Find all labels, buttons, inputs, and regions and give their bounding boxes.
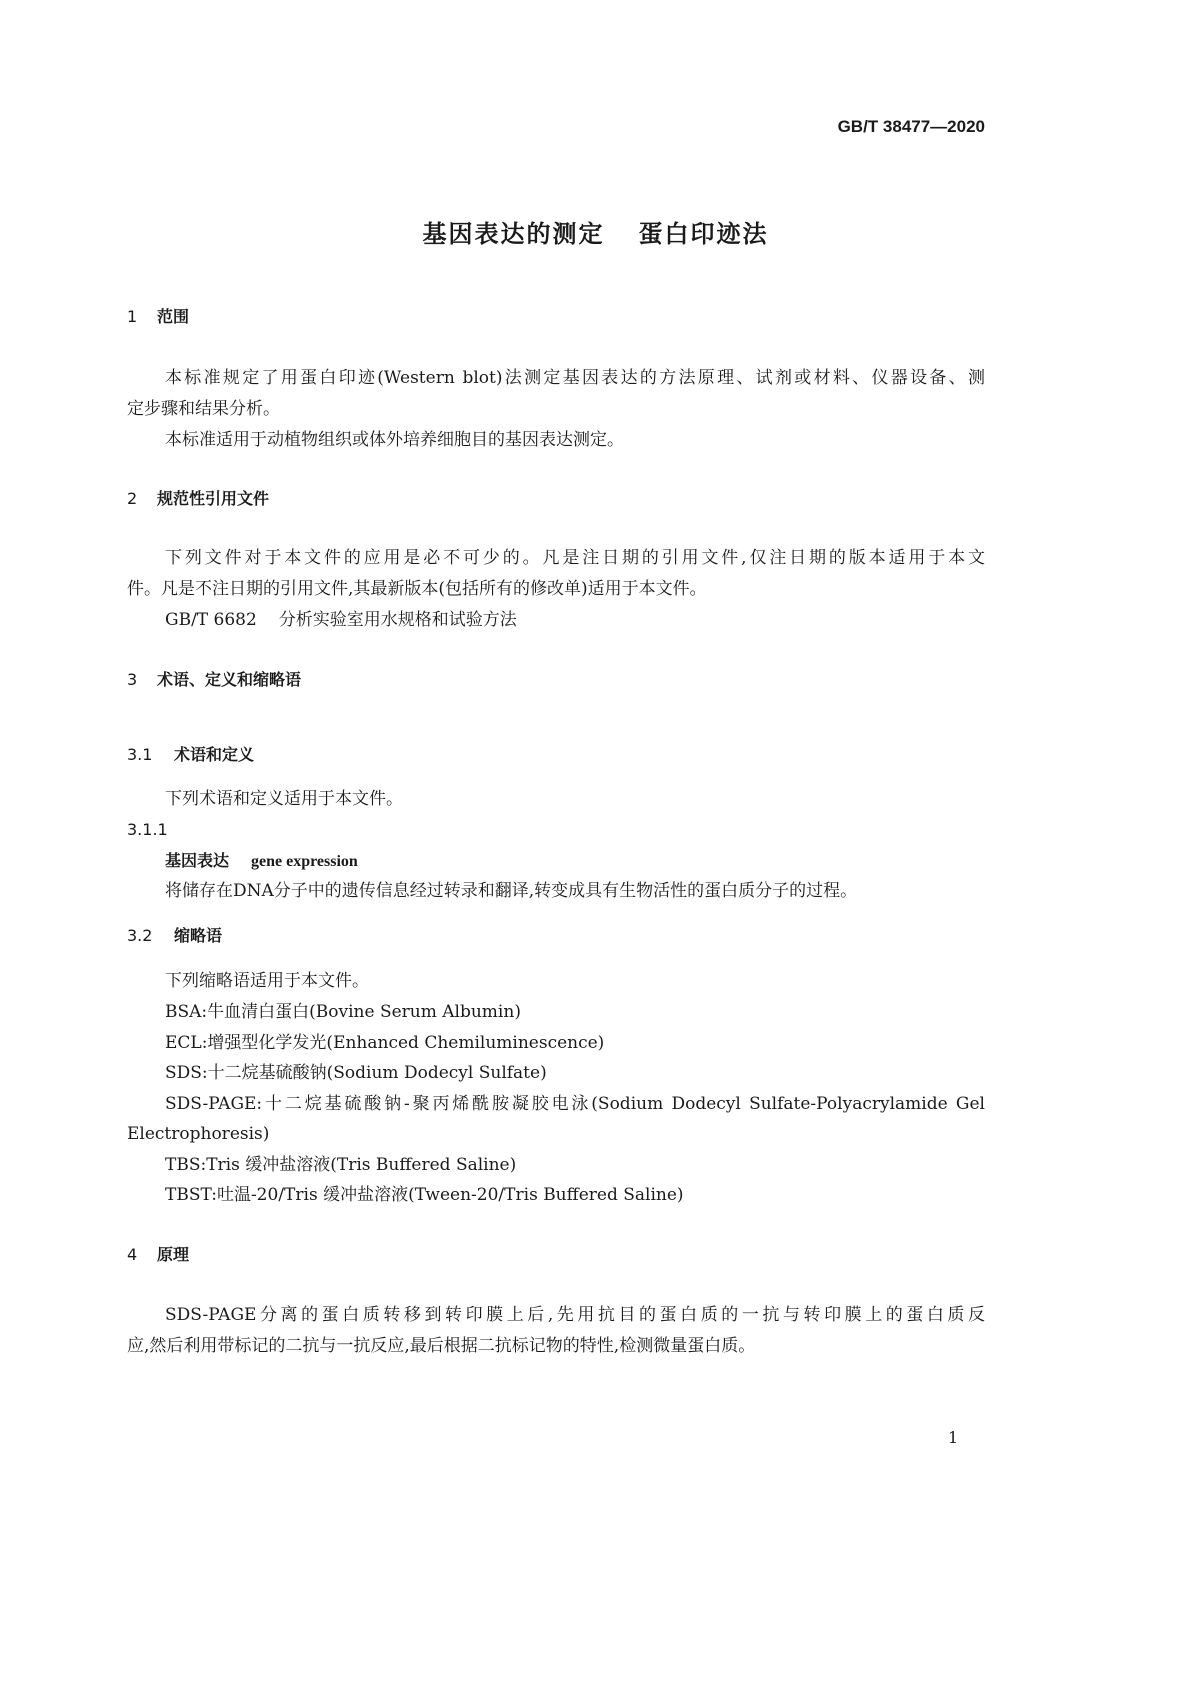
section-number: 4: [127, 1245, 138, 1264]
abbreviation-item: TBS:Tris 缓冲盐溶液(Tris Buffered Saline): [165, 1155, 517, 1175]
section-number: 3: [127, 670, 138, 689]
reference-code: GB/T 6682: [165, 610, 257, 630]
page-number: 1: [948, 1428, 959, 1447]
abbreviation-item: ECL:增强型化学发光(Enhanced Chemiluminescence): [165, 1033, 605, 1053]
section-title: 规范性引用文件: [157, 489, 270, 508]
paragraph-line: 本标准适用于动植物组织或体外培养细胞目的基因表达测定。: [165, 430, 624, 450]
abbreviation-item-cont: Electrophoresis): [127, 1124, 270, 1144]
section-number: 3.1: [127, 745, 153, 764]
abbreviation-item: BSA:牛血清白蛋白(Bovine Serum Albumin): [165, 1002, 521, 1022]
term-en: gene expression: [251, 853, 358, 870]
section-1-heading: [127, 306, 985, 328]
section-3-heading: [127, 669, 985, 691]
term-zh: 基因表达: [165, 851, 230, 870]
section-title: 术语、定义和缩略语: [157, 670, 302, 689]
paragraph-line: 下列文件对于本文件的应用是必不可少的。凡是注日期的引用文件,仅注日期的版本适用于本文: [165, 548, 985, 568]
standard-code: GB/T 38477—2020: [837, 117, 985, 136]
section-title: 缩略语: [174, 926, 223, 945]
term-heading: [165, 850, 985, 873]
section-title: 术语和定义: [174, 745, 255, 764]
paragraph-line: 本标准规定了用蛋白印迹(Western blot)法测定基因表达的方法原理、试剂或材料、仪器设备、测: [165, 368, 985, 388]
section-title: 范围: [157, 307, 190, 326]
section-3-1-heading: [127, 744, 985, 766]
reference-title: 分析实验室用水规格和试验方法: [278, 610, 517, 630]
section-2-heading: [127, 488, 985, 510]
section-3-2-heading: [127, 925, 985, 947]
abbreviation-item: TBST:吐温-20/Tris 缓冲盐溶液(Tween-20/Tris Buffered Saline): [165, 1185, 684, 1205]
section-title: 原理: [157, 1245, 190, 1264]
section-4-heading: [127, 1244, 985, 1266]
paragraph-line: SDS-PAGE分离的蛋白质转移到转印膜上后,先用抗目的蛋白质的一抗与转印膜上的蛋白质反: [165, 1305, 985, 1325]
section-number: 3.2: [127, 926, 153, 945]
term-definition: 将储存在DNA分子中的遗传信息经过转录和翻译,转变成具有生物活性的蛋白质分子的过程。: [165, 881, 858, 901]
abbreviation-item: SDS:十二烷基硫酸钠(Sodium Dodecyl Sulfate): [165, 1063, 547, 1083]
abbreviation-item: SDS-PAGE:十二烷基硫酸钠-聚丙烯酰胺凝胶电泳(Sodium Dodecyl Sulfate-Polyacrylamide Gel: [165, 1094, 985, 1114]
paragraph-line: 应,然后利用带标记的二抗与一抗反应,最后根据二抗标记物的特性,检测微量蛋白质。: [127, 1336, 756, 1356]
section-number: 2: [127, 489, 138, 508]
paragraph-line: 件。凡是不注日期的引用文件,其最新版本(包括所有的修改单)适用于本文件。: [127, 579, 707, 599]
section-number: 1: [127, 307, 138, 326]
term-number: 3.1.1: [127, 820, 168, 839]
paragraph-line: 下列缩略语适用于本文件。: [165, 971, 369, 991]
reference-item: [165, 609, 985, 631]
title-part2: 蛋白印迹法: [638, 220, 769, 248]
paragraph-line: 定步骤和结果分析。: [127, 399, 280, 419]
page-title: [0, 214, 1191, 249]
paragraph-line: 下列术语和定义适用于本文件。: [165, 789, 403, 809]
title-part1: 基因表达的测定: [422, 220, 605, 248]
